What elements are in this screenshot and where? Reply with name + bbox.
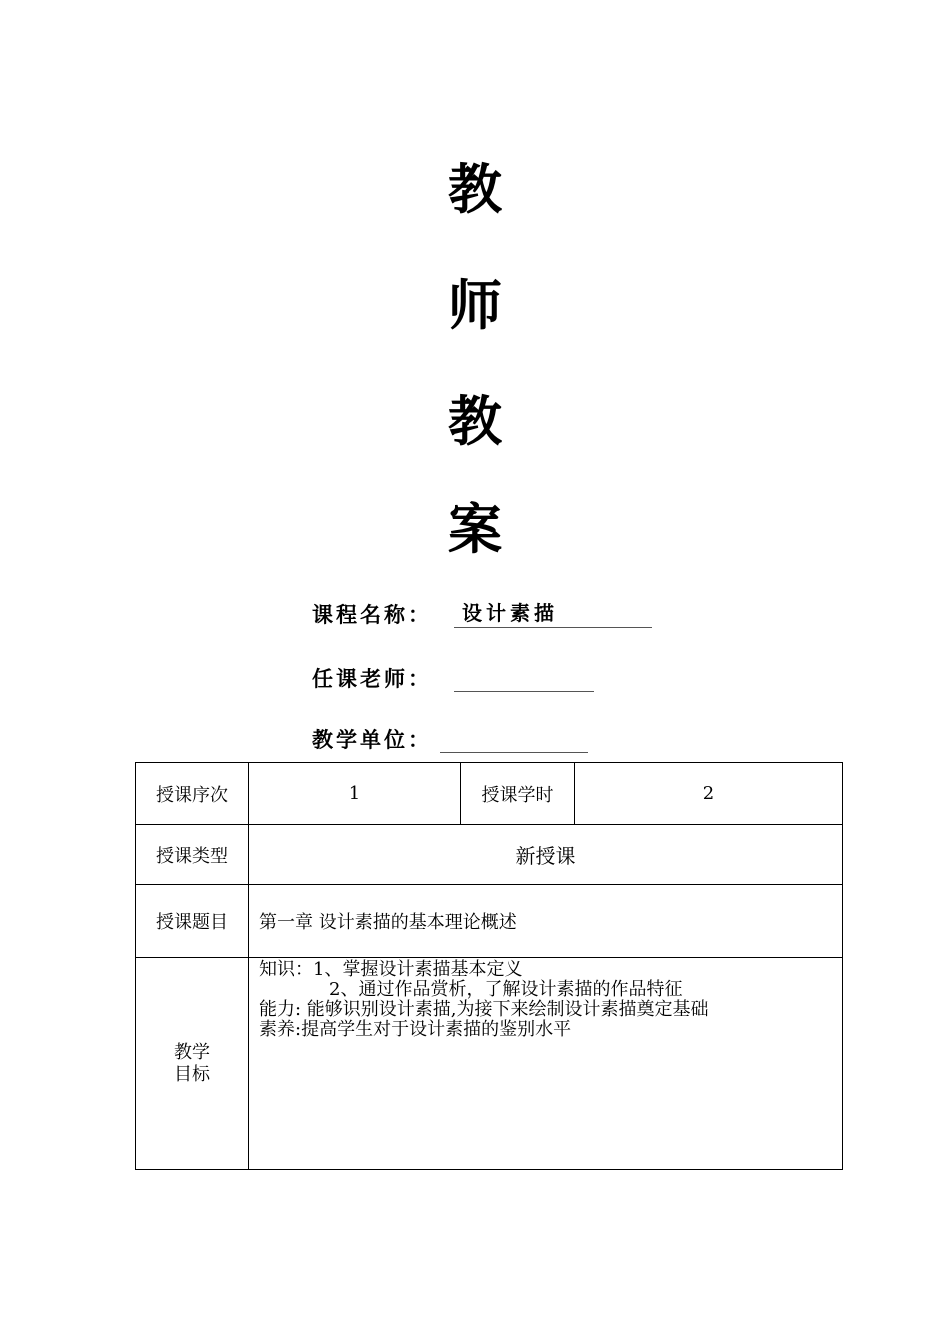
title-char-1: 教 [448,158,502,221]
goals-label-line-1: 教学 [174,1041,210,1063]
teacher-label: 任课老师： [312,667,432,691]
title-char-4: 案 [448,498,502,561]
hours-value: 2 [575,763,843,825]
course-name-row [312,598,558,632]
table-row [136,825,843,885]
goals-content [249,958,843,1170]
unit-row [312,723,432,757]
course-name-field[interactable]: 设计素描 [454,598,652,628]
course-name-label: 课程名称： [312,603,432,627]
hours-label: 授课学时 [461,763,575,825]
sequence-label: 授课序次 [136,763,249,825]
type-label: 授课类型 [136,825,249,885]
goal-literacy: 素养:提高学生对于设计素描的鉴别水平 [259,1019,572,1040]
goal-ability: 能力: 能够识别设计素描,为接下来绘制设计素描奠定基础 [259,999,709,1020]
unit-field[interactable] [440,723,588,753]
table-row [136,885,843,958]
table-row [136,958,843,1170]
title-char-3: 教 [448,390,502,453]
type-value: 新授课 [249,825,843,885]
topic-label: 授课题目 [136,885,249,958]
topic-value: 第一章 设计素描的基本理论概述 [249,885,843,958]
table-row [136,763,843,825]
sequence-value: 1 [249,763,461,825]
goals-label-line-2: 目标 [174,1063,210,1085]
teacher-field[interactable] [454,662,594,692]
goals-label [136,958,249,1170]
title-char-2: 师 [448,274,502,337]
unit-label: 教学单位： [312,728,432,752]
goal-knowledge-2: 2、通过作品赏析，了解设计素描的作品特征 [329,979,683,1000]
lesson-table [135,762,843,1170]
goal-knowledge: 知识：1、掌握设计素描基本定义 [259,959,523,980]
teacher-row [312,662,432,696]
